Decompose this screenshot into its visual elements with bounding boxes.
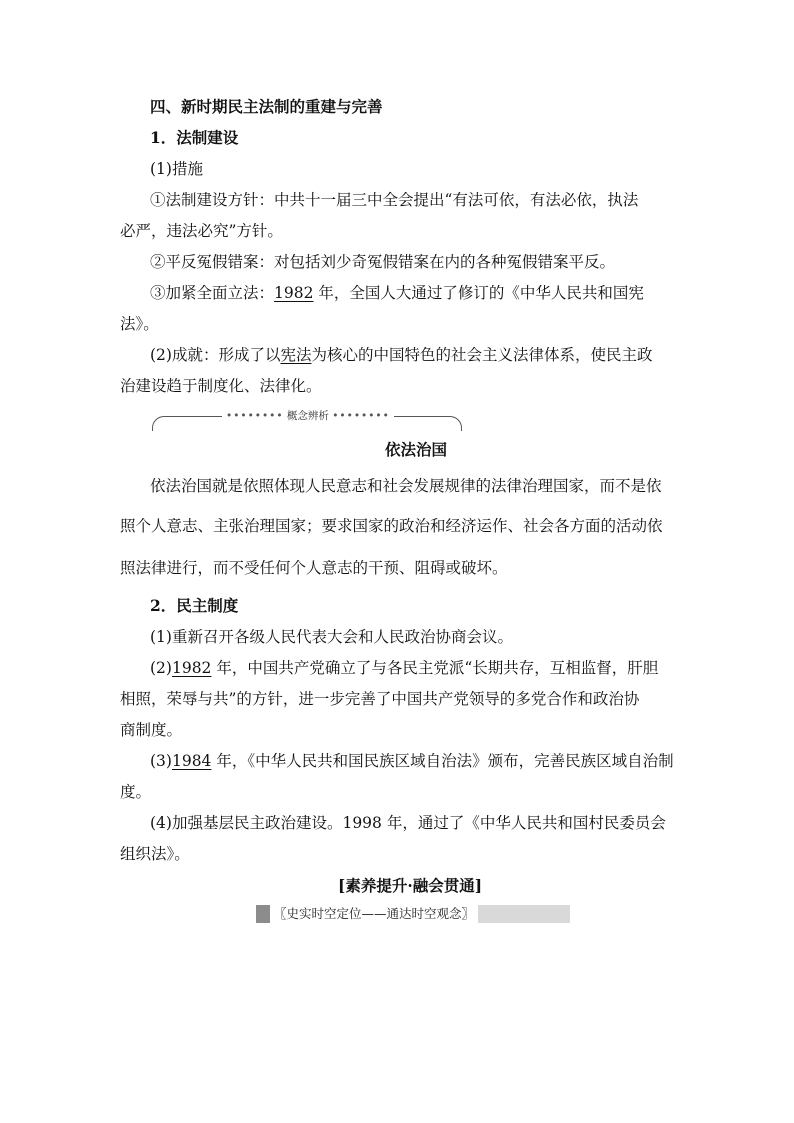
section-banner: [256, 905, 570, 923]
paragraph-line: [150, 345, 653, 365]
item-3-suffix: 年，全国人大通过了修订的《中华人民共和国宪: [318, 284, 644, 302]
concept-label: •••••••• 概念辨析 ••••••••: [222, 408, 394, 424]
year-underlined: 1982: [274, 284, 314, 302]
box-corner: [447, 416, 462, 431]
measures-heading: (1)措施: [150, 160, 203, 178]
paragraph-line: 商制度。: [120, 721, 183, 739]
achieve-prefix: (2)成就：形成了以: [150, 346, 281, 364]
keyword-underlined: 宪法: [280, 346, 312, 364]
box-corner: [152, 416, 167, 431]
item-3-prefix: ③加紧全面立法：: [150, 284, 275, 302]
year-underlined: 1982: [171, 659, 212, 677]
concept-title: 依法治国: [385, 440, 448, 459]
paragraph-line: [150, 751, 674, 771]
year-underlined: 1984: [171, 752, 212, 770]
paragraph-line: [150, 658, 658, 678]
banner-label: 〖史实时空定位——通达时空观念〗: [270, 905, 478, 923]
banner-marker: [256, 905, 270, 923]
dem-2-suffix: 年，中国共产党确立了与各民主党派“长期共存，互相监督，肝胆: [216, 659, 659, 677]
subsection-heading: 2．民主制度: [150, 596, 239, 615]
achieve-suffix: 为核心的中国特色的社会主义法律体系，使民主政: [311, 346, 653, 364]
paragraph-line: (1)重新召开各级人民代表大会和人民政治协商会议。: [150, 628, 513, 646]
paragraph-line: [150, 283, 644, 303]
paragraph-line: ②平反冤假错案：对包括刘少奇冤假错案在内的各种冤假错案平反。: [150, 253, 616, 271]
concept-box-header: [152, 408, 462, 430]
paragraph-line: 治建设趋于制度化、法律化。: [120, 377, 322, 395]
dem-3-suffix: 年，《中华人民共和国民族区域自治法》颁布，完善民族区域自治制: [216, 752, 674, 770]
concept-line: 照个人意志、主张治理国家；要求国家的政治和经济运作、社会各方面的活动依: [120, 517, 663, 535]
concept-line: 依法治国就是依照体现人民意志和社会发展规律的法律治理国家，而不是依: [150, 477, 662, 495]
paragraph-line: (4)加强基层民主政治建设。1998 年，通过了《中华人民共和国村民委员会: [150, 814, 666, 832]
subsection-heading: 1．法制建设: [150, 128, 239, 147]
paragraph-line: ①法制建设方针：中共十一届三中全会提出“有法可依，有法必依，执法: [150, 191, 639, 209]
section-title: 四、新时期民主法制的重建与完善: [150, 97, 383, 116]
dem-2-prefix: (2): [150, 659, 172, 677]
paragraph-line: 法》。: [120, 315, 159, 333]
paragraph-line: 组织法》。: [120, 845, 190, 863]
dem-3-prefix: (3): [150, 752, 172, 770]
paragraph-line: 必严，违法必究”方针。: [120, 222, 283, 240]
footer-heading: [素养提升·融会贯通]: [338, 876, 483, 895]
concept-line: 照法律进行，而不受任何个人意志的干预、阻碍或破坏。: [120, 559, 508, 577]
paragraph-line: 相照，荣辱与共”的方针，进一步完善了中国共产党领导的多党合作和政治协: [120, 690, 640, 708]
paragraph-line: 度。: [120, 783, 152, 801]
